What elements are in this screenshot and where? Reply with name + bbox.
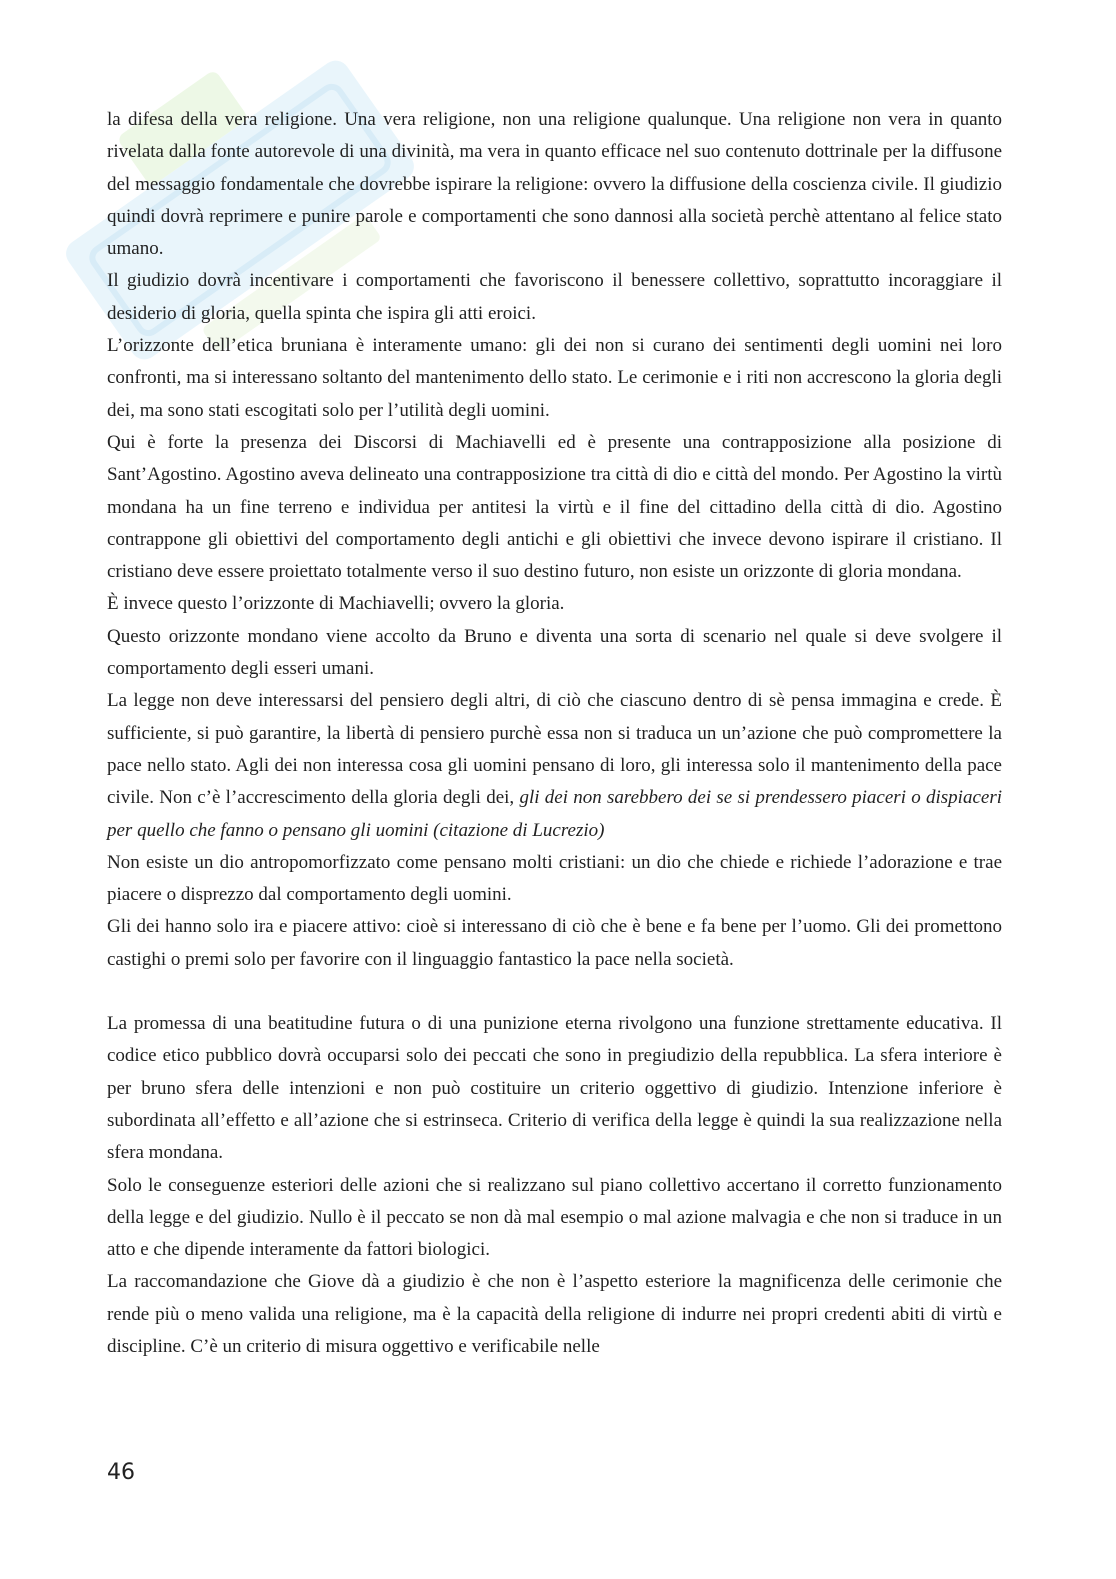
paragraph: La promessa di una beatitudine futura o di una punizione eterna rivolgono una funzione strettamente educativa. Il codice etico pubblico dovrà occuparsi solo dei peccati che sono in pregiudizio della repubblica. La sfera interiore è per bruno sfera delle intenzioni e non può costituire un criterio oggettivo di giudizio. Intenzione inferiore è subordinata all’effetto e all’azione che si estrinseca. Criterio di verifica della legge è quindi la sua realizzazione nella sfera mondana. — [107, 1013, 1002, 1164]
page-number: 46 — [107, 1460, 135, 1485]
paragraph: la difesa della vera religione. Una vera religione, non una religione qualunque. Una religione non vera in quanto rivelata dalla fonte autorevole di una divinità, ma vera in quanto efficace nel suo contenuto dottrinale per la diffusone del messaggio fondamentale che dovrebbe ispirare la religione: ovvero la diffusione della coscienza civile. Il giudizio quindi dovrà reprimere e punire parole e comportamenti che sono dannosi alla società perchè attentano al felice stato umano. — [107, 109, 1002, 260]
paragraph: Non esiste un dio antropomorfizzato come pensano molti cristiani: un dio che chiede e richiede l’adorazione e trae piacere o disprezzo dal comportamento degli uomini. — [107, 851, 1002, 906]
paragraph: Il giudizio dovrà incentivare i comportamenti che favoriscono il benessere collettivo, soprattutto incoraggiare il desiderio di gloria, quella spinta che ispira gli atti eroici. — [107, 270, 1002, 324]
document-body — [107, 104, 1002, 1363]
paragraph: Questo orizzonte mondano viene accolto da Bruno e diventa una sorta di scenario nel quale si deve svolgere il comportamento degli esseri umani. — [107, 625, 1002, 680]
paragraph-text: La legge non deve interessarsi del pensiero degli altri, di ciò che ciascuno dentro di sè pensa immagina e crede. È sufficiente, si può garantire, la libertà di pensiero purchè essa non si traduca un un’azione che può compromettere la pace nello stato. Agli dei non interessa cosa gli uomini pensano di loro, gli interessa solo il mantenimento della pace civile. Non c’è l’accrescimento della gloria degli dei, — [107, 690, 1002, 809]
paragraph: Gli dei hanno solo ira e piacere attivo: cioè si interessano di ciò che è bene e fa bene per l’uomo. Gli dei promettono castighi o premi solo per favorire con il linguaggio fantastico la pace nella società. — [107, 916, 1002, 970]
paragraph: Qui è forte la presenza dei Discorsi di Machiavelli ed è presente una contrapposizione alla posizione di Sant’Agostino. Agostino aveva delineato una contrapposizione tra città di dio e città del mondo. Per Agostino la virtù mondana ha un fine terreno e individua per antitesi la virtù e il fine del cittadino della città di dio. Agostino contrappone gli obiettivi del comportamento degli antichi e gli obiettivi che invece devono ispirare il cristiano. Il cristiano deve essere proiettato totalmente verso il suo destino futuro, non esiste un orizzonte di gloria mondana. — [107, 431, 1002, 583]
paragraph: L’orizzonte dell’etica bruniana è interamente umano: gli dei non si curano dei sentimenti degli uomini nei loro confronti, ma si interessano soltanto del mantenimento dello stato. Le cerimonie e i riti non accrescono la gloria degli dei, ma sono stati escogitati solo per l’utilità degli uomini. — [107, 335, 1002, 421]
lucretius-quote: gli dei non sarebbero dei se si prendessero piaceri o dispiaceri per quello che fanno o pensano gli uomini (citazione di Lucrezio) — [107, 787, 1002, 841]
paragraph-with-quote — [107, 685, 1002, 846]
paragraph: La raccomandazione che Giove dà a giudizio è che non è l’aspetto esteriore la magnificenza delle cerimonie che rende più o meno valida una religione, ma è la capacità della religione di indurre nei propri credenti abiti di virtù e discipline. C’è un criterio di misura oggettivo e verificabile nelle — [107, 1271, 1002, 1357]
paragraph: È invece questo l’orizzonte di Machiavelli; ovvero la gloria. — [107, 593, 565, 615]
paragraph: Solo le conseguenze esteriori delle azioni che si realizzano sul piano collettivo accertano il corretto funzionamento della legge e del giudizio. Nullo è il peccato se non dà mal esempio o mal azione malvagia e che non si traduce in un atto e che dipende interamente da fattori biologici. — [107, 1174, 1002, 1261]
